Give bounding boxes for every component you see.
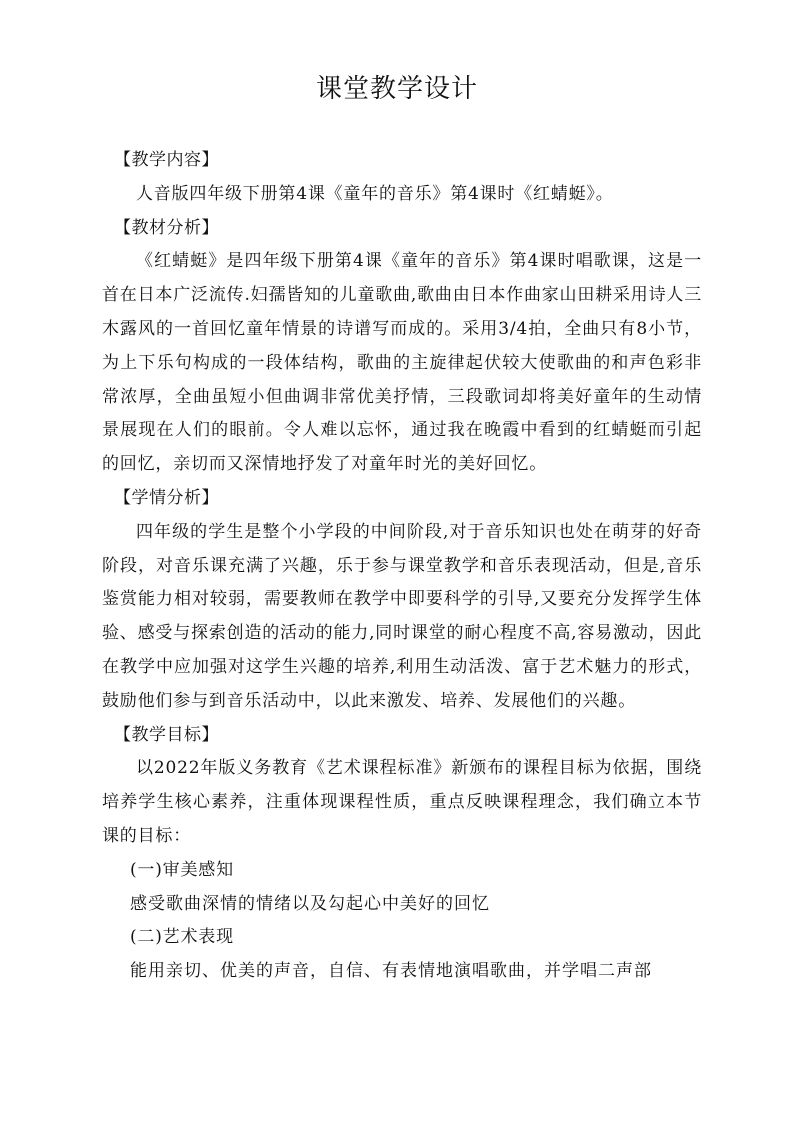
document-body [102, 144, 702, 989]
goal-1-label: (一)审美感知 [130, 859, 234, 880]
section-heading-teaching-goals: 【教学目标】 [114, 724, 219, 745]
goal-1-text: 感受歌曲深情的情绪以及勾起心中美好的回忆 [130, 893, 490, 914]
goal-2-label: (二)艺术表现 [130, 927, 234, 948]
student-analysis-text: 四年级的学生是整个小学段的中间阶段,对于音乐知识也处在萌芽的好奇阶段，对音乐课充满了兴趣，乐于参与课堂教学和音乐表现活动，但是,音乐鉴赏能力相对较弱，需要教师在教学中即要科学的引导,又要充分发挥学生体验、感受与探索创造的活动的能力,同时课堂的耐心程度不高,容易激动，因此在教学中应加强对这学生兴趣的培养,利用生动活泼、富于艺术魅力的形式，鼓励他们参与到音乐活动中，以此来激发、培养、发展他们的兴趣。 [102, 521, 702, 711]
page-title: 课堂教学设计 [315, 74, 478, 104]
section-heading-student-analysis: 【学情分析】 [114, 487, 219, 508]
section-heading-teaching-content: 【教学内容】 [114, 150, 219, 170]
teaching-goals-text: 以2022年版义务教育《艺术课程标准》新颁布的课程目标为依据，围绕培养学生核心素养，注重体现课程性质，重点反映课程理念，我们确立本节课的目标： [102, 758, 702, 846]
teaching-content-text: 人音版四年级下册第4课《童年的音乐》第4课时《红蜻蜓》。 [136, 183, 614, 204]
goal-2-text: 能用亲切、优美的声音，自信、有表情地演唱歌曲，并学唱二声部 [130, 961, 652, 982]
section-heading-material-analysis: 【教材分析】 [114, 217, 219, 238]
material-analysis-text: 《红蜻蜓》是四年级下册第4课《童年的音乐》第4课时唱歌课，这是一首在日本广泛流传.妇孺皆知的儿童歌曲,歌曲由日本作曲家山田耕采用诗人三木露风的一首回忆童年情景的诗谱写而成的。采用3/4拍，全曲只有8小节，为上下乐句构成的一段体结构，歌曲的主旋律起伏较大使歌曲的和声色彩非常浓厚，全曲虽短小但曲调非常优美抒情，三段歌词却将美好童年的生动情景展现在人们的眼前。令人难以忘怀，通过我在晚霞中看到的红蜻蜓而引起的回忆，亲切而又深情地抒发了对童年时光的美好回忆。 [102, 251, 702, 475]
